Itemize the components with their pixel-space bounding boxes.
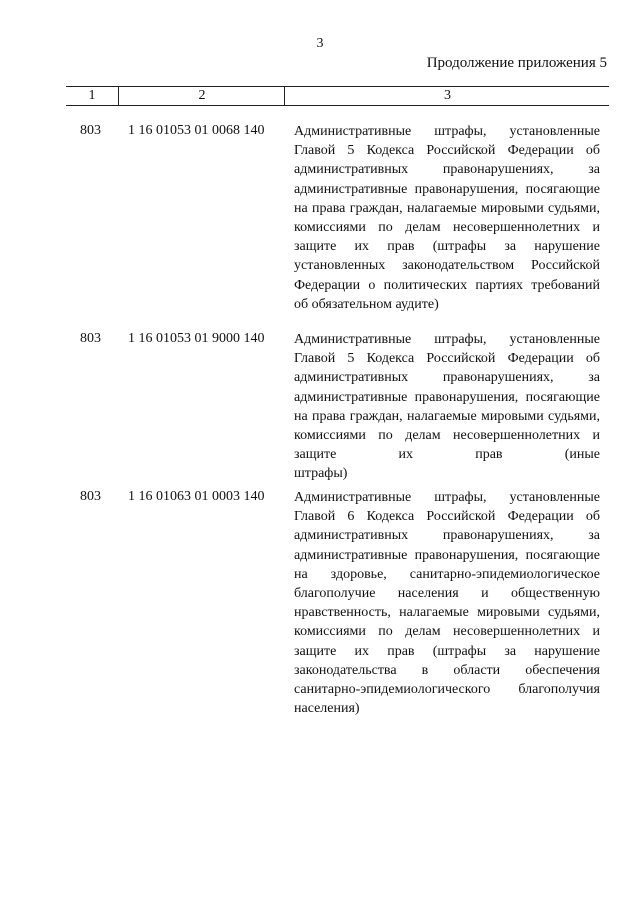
admin-code: 803 bbox=[80, 123, 101, 138]
description-text: Административные штрафы, установленные Главой 5 Кодекса Российской Федерации об административных правонарушениях, за административные правонарушения, посягающие на права граждан, налагаемые мировыми судьями, комиссиями по делам несовершеннолетних и защите их прав (иные bbox=[294, 332, 600, 463]
description-last-line: населения) bbox=[294, 701, 360, 717]
budget-classification-code: 1 16 01053 01 0068 140 bbox=[128, 123, 265, 138]
page-number: 3 bbox=[316, 36, 324, 51]
column-header-2: 2 bbox=[118, 87, 285, 105]
description-text: Административные штрафы, установленные Главой 5 Кодекса Российской Федерации об административных правонарушениях, за административные правонарушения, посягающие на права граждан, налагаемые мировыми судьями, комиссиями по делам несовершеннолетних и защите их прав (штрафы за нарушение установленных законодательством Российской Федерации о политических партиях требований bbox=[294, 124, 600, 293]
income-description bbox=[294, 488, 600, 718]
description-text: Административные штрафы, установленные Главой 6 Кодекса Российской Федерации об административных правонарушениях, за административные правонарушения, посягающие на здоровье, санитарно-эпидемиологическое благополучие населения и общественную нравственность, налагаемые мировыми судьями, комиссиями по делам несовершеннолетних и защите их прав (штрафы за нарушение законодательства в области обеспечения санитарно-эпидемиологического благополучия bbox=[294, 490, 600, 698]
table-header bbox=[66, 86, 609, 106]
admin-code: 803 bbox=[80, 489, 101, 504]
budget-classification-code: 1 16 01063 01 0003 140 bbox=[128, 489, 265, 504]
income-description bbox=[294, 330, 600, 484]
admin-code: 803 bbox=[80, 331, 101, 346]
description-last-line: об обязательном аудите) bbox=[294, 296, 439, 312]
column-header-3: 3 bbox=[284, 87, 610, 105]
column-header-1: 1 bbox=[88, 88, 96, 103]
appendix-continuation-note: Продолжение приложения 5 bbox=[426, 55, 607, 71]
income-description bbox=[294, 122, 600, 314]
description-last-line: штрафы) bbox=[294, 466, 348, 482]
budget-classification-code: 1 16 01053 01 9000 140 bbox=[128, 331, 265, 346]
